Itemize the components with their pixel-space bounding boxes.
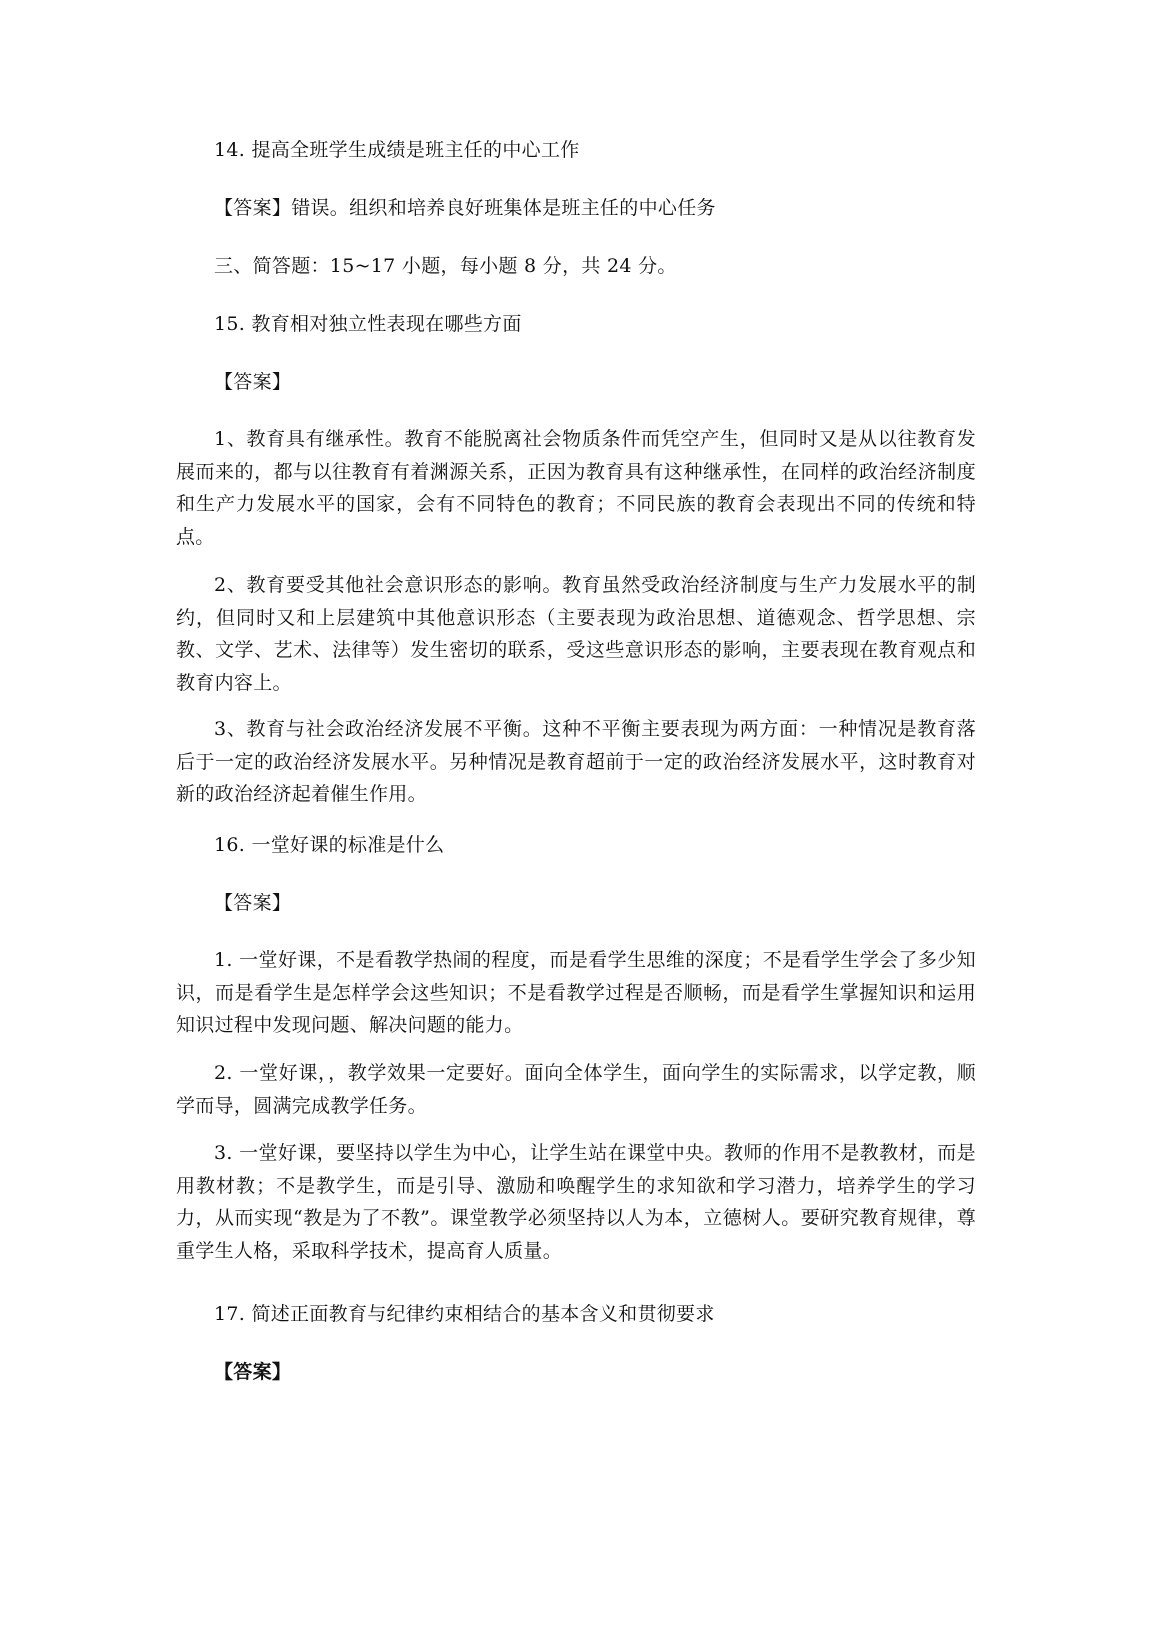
question-16-paragraph-2: 2. 一堂好课，，教学效果一定要好。面向全体学生，面向学生的实际需求，以学定教，顺学而导，圆满完成教学任务。: [176, 1062, 976, 1117]
question-17-answer-label: 【答案】: [214, 1361, 292, 1383]
question-14-answer: 【答案】错误。组织和培养良好班集体是班主任的中心任务: [214, 197, 716, 219]
question-16-paragraph-1: 1. 一堂好课，不是看教学热闹的程度，而是看学生思维的深度；不是看学生学会了多少知识，而是看学生是怎样学会这些知识；不是看教学过程是否顺畅，而是看学生掌握知识和运用知识过程中发现问题、解决问题的能力。: [176, 949, 976, 1036]
question-15-title: 15. 教育相对独立性表现在哪些方面: [214, 313, 522, 335]
question-16-answer-label: 【答案】: [214, 892, 292, 914]
question-15-paragraph-1: 1、教育具有继承性。教育不能脱离社会物质条件而凭空产生，但同时又是从以往教育发展而来的，都与以往教育有着渊源关系，正因为教育具有这种继承性，在同样的政治经济制度和生产力发展水平的国家，会有不同特色的教育；不同民族的教育会表现出不同的传统和特点。: [176, 428, 976, 548]
question-14-title: 14. 提高全班学生成绩是班主任的中心工作: [214, 139, 580, 161]
question-17-title: 17. 简述正面教育与纪律约束相结合的基本含义和贯彻要求: [214, 1303, 715, 1325]
section-3-header: 三、简答题：15~17 小题，每小题 8 分，共 24 分。: [214, 255, 677, 277]
question-15-answer-label: 【答案】: [214, 371, 292, 393]
question-15-paragraph-3: 3、教育与社会政治经济发展不平衡。这种不平衡主要表现为两方面：一种情况是教育落后于一定的政治经济发展水平。另种情况是教育超前于一定的政治经济发展水平，这时教育对新的政治经济起着催生作用。: [176, 718, 976, 805]
question-15-paragraph-2: 2、教育要受其他社会意识形态的影响。教育虽然受政治经济制度与生产力发展水平的制约，但同时又和上层建筑中其他意识形态（主要表现为政治思想、道德观念、哲学思想、宗教、文学、艺术、法律等）发生密切的联系，受这些意识形态的影响，主要表现在教育观点和教育内容上。: [176, 574, 976, 694]
question-16-paragraph-3: 3. 一堂好课，要坚持以学生为中心，让学生站在课堂中央。教师的作用不是教教材，而是用教材教；不是教学生，而是引导、激励和唤醒学生的求知欲和学习潜力，培养学生的学习力，从而实现“教是为了不教”。课堂教学必须坚持以人为本，立德树人。要研究教育规律，尊重学生人格，采取科学技术，提高育人质量。: [176, 1142, 976, 1262]
question-16-title: 16. 一堂好课的标准是什么: [214, 834, 445, 856]
